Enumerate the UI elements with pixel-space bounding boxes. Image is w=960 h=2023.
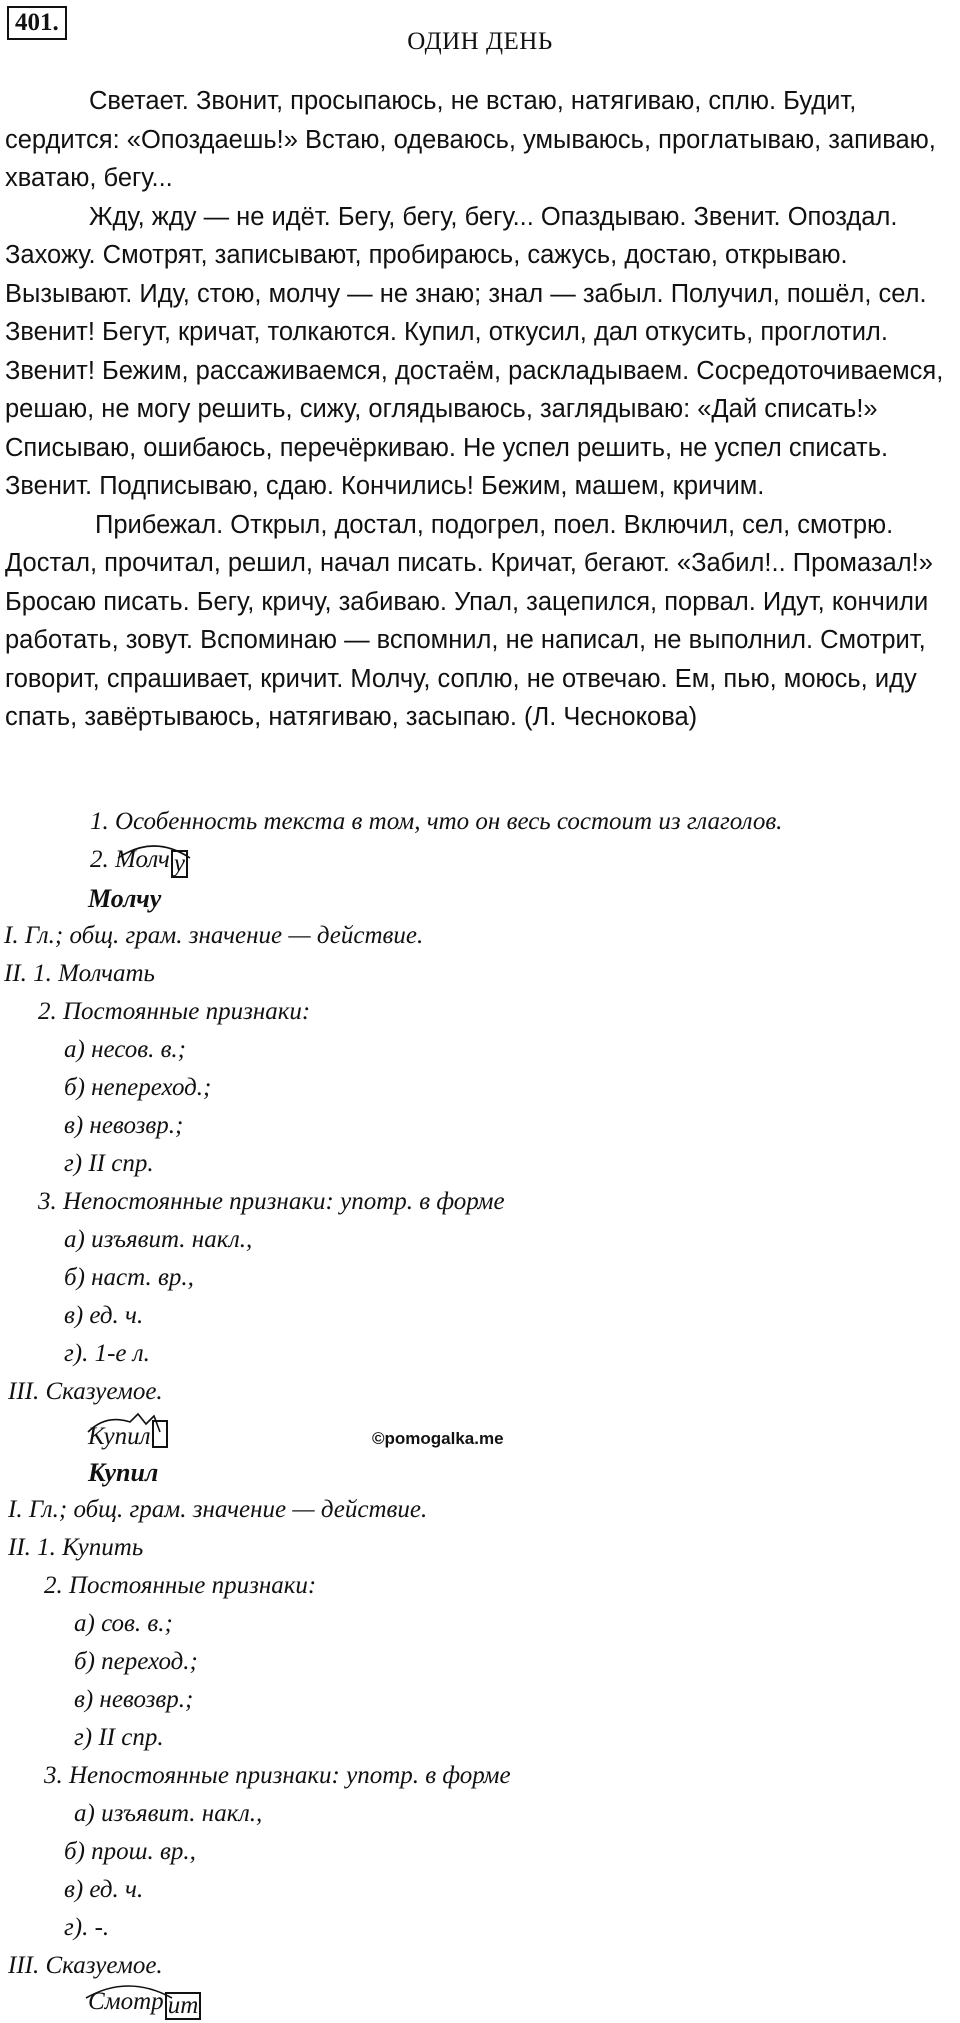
word-ending-box: у [171, 850, 188, 878]
parse-line: б) прош. вр., [64, 1838, 196, 1865]
parse-line: а) изъявит. накл., [74, 1800, 263, 1827]
stem-arc [116, 840, 196, 860]
parse-line: а) изъявит. накл., [64, 1226, 253, 1253]
parse-line: III. Сказуемое. [8, 1952, 163, 1979]
parse-line: II. 1. Купить [8, 1534, 144, 1561]
stem-arc [86, 1412, 166, 1434]
parse-line: II. 1. Молчать [4, 960, 155, 987]
parse-line: 2. Постоянные признаки: [38, 998, 311, 1025]
parse-line: г) II спр. [74, 1724, 164, 1751]
parse-line: а) сов. в.; [74, 1610, 173, 1637]
paragraph: Жду, жду — не идёт. Бегу, бегу, бегу... Опаздываю. Звенит. Опоздал. Захожу. Смотрят, записывают, пробираюсь, сажусь, достаю, открываю. Вызывают. Иду, стою, молчу — не знаю; знал — забыл. Получил, пошёл, сел. Звенит! Бегут, кричат, толкаются. Купил, откусил, дал откусить, проглотил. Звенит! Бежим, рассаживаемся, достаём, раскладываем. Сосредоточиваемся, решаю, не могу решить, сижу, оглядываюсь, заглядываю: «Дай списать!» Списываю, ошибаюсь, перечёркиваю. Не успел решить, не успел списать. Звенит. Подписываю, сдаю. Кончились! Бежим, машем, кричим. [5, 202, 944, 500]
paragraph: Светает. Звонит, просыпаюсь, не встаю, натягиваю, сплю. Будит, сердится: «Опоздаешь!» Встаю, одеваюсь, умываюсь, проглатываю, запиваю, хватаю, бегу... [5, 87, 936, 192]
answer-1: 1. Особенность текста в том, что он весь состоит из глаголов. [90, 808, 783, 835]
parse-b-heading: Купил [88, 1458, 159, 1487]
parse-line: I. Гл.; общ. грам. значение — действие. [8, 1496, 428, 1523]
parse-line: 2. Постоянные признаки: [44, 1572, 317, 1599]
stem-arc [84, 1980, 184, 2000]
parse-line: г) II спр. [64, 1150, 154, 1177]
word-ending-box: ит [165, 1992, 202, 2020]
exercise-number: 401. [7, 6, 67, 40]
word-stem-smotr: Смотр [88, 1988, 164, 2015]
parse-line: г). -. [64, 1914, 110, 1941]
parse-line: б) наст. вр., [64, 1264, 194, 1291]
parse-line: в) ед. ч. [64, 1876, 144, 1903]
exercise-text [5, 82, 955, 737]
parse-line: в) невозвр.; [74, 1686, 194, 1713]
parse-line: б) переход.; [74, 1648, 198, 1675]
parse-line: в) невозвр.; [64, 1112, 184, 1139]
parse-line: 3. Непостоянные признаки: употр. в форме [44, 1762, 511, 1789]
answer-2-number: 2. [90, 846, 109, 873]
word-stem-kupil: Купил [88, 1423, 151, 1450]
parse-a-heading: Молчу [88, 884, 162, 913]
parse-line: I. Гл.; общ. грам. значение — действие. [4, 922, 424, 949]
paragraph: Прибежал. Открыл, достал, подогрел, поел. Включил, сел, смотрю. Достал, прочитал, решил, начал писать. Кричат, бегают. «Забил!.. Промазал!» Бросаю писать. Бегу, кричу, забиваю. Упал, зацепился, порвал. Идут, кончили работать, зовут. Вспоминаю — вспомнил, не написал, не выполнил. Смотрит, говорит, спрашивает, кричит. Молчу, соплю, не отвечаю. Ем, пью, моюсь, иду спать, завёртываюсь, натягиваю, засыпаю. (Л. Чеснокова) [5, 510, 933, 731]
parse-line: 3. Непостоянные признаки: употр. в форме [38, 1188, 505, 1215]
parse-line: в) ед. ч. [64, 1302, 144, 1329]
parse-line: III. Сказуемое. [8, 1378, 163, 1405]
word-stem-molch: Молч [115, 846, 170, 873]
text-title: ОДИН ДЕНЬ [407, 28, 553, 55]
watermark: ©pomogalka.me [372, 1429, 504, 1448]
parse-line: г). 1-е л. [64, 1340, 150, 1367]
parse-line: б) непереход.; [64, 1074, 212, 1101]
parse-line: а) несов. в.; [64, 1036, 186, 1063]
